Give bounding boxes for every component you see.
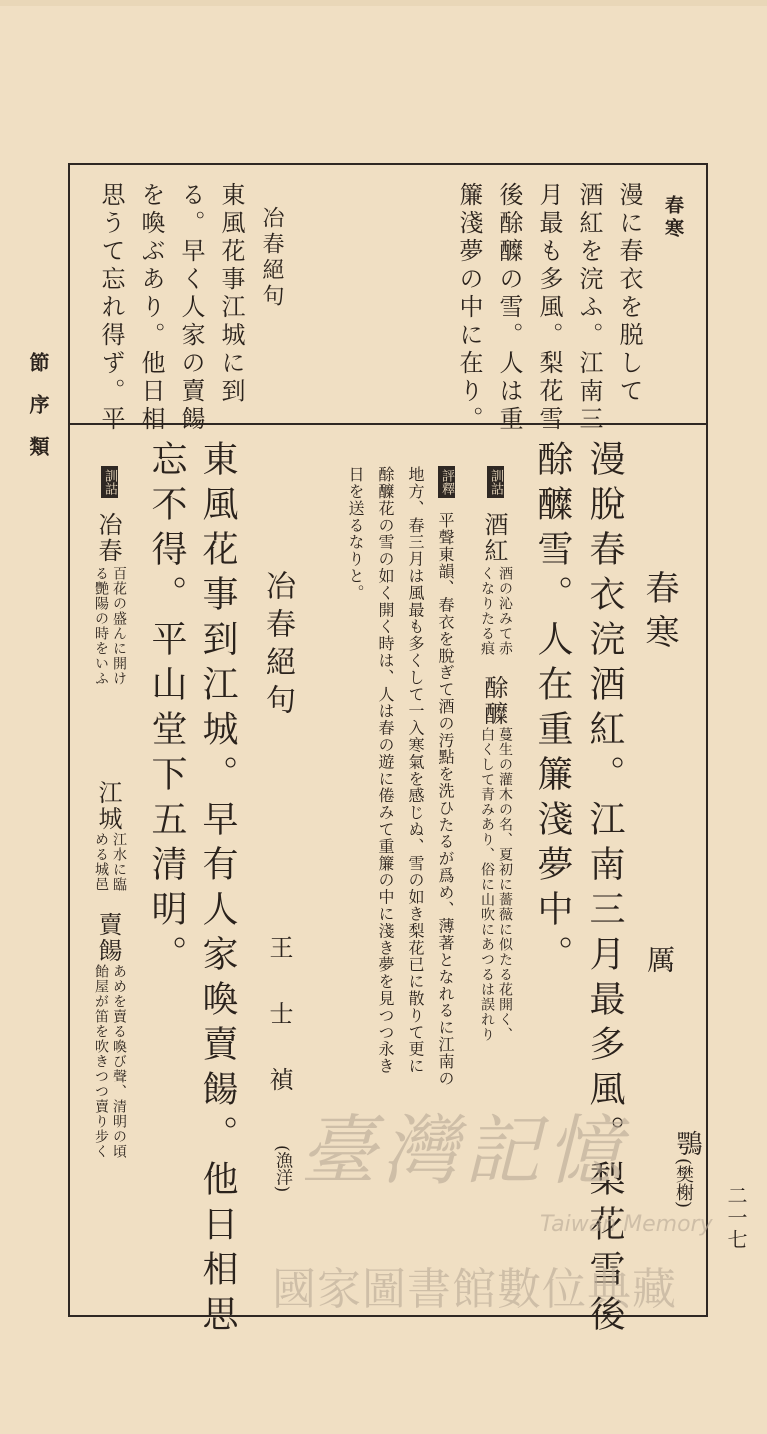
gloss-note: 江水に臨 (111, 832, 127, 892)
gloss-note: 白くして青みあり、俗に山吹にあつるは誤れり (479, 727, 495, 1042)
gloss-note: 飴屋が笛を吹きつつ賣り步く (93, 964, 109, 1159)
gloss-note: める城邑 (93, 832, 109, 892)
upper-poem-1-line: 月最も多風。梨花雪 (535, 182, 563, 434)
watermark-brand-en: Taiwan Memory (540, 1212, 713, 1237)
commentary-line: 地方、春三月は風最も多くして一入寒氣を感じぬ、雪の如き梨花已に散りて更に (406, 466, 425, 1075)
lower-author-1: 厲 (643, 945, 676, 973)
upper-poem-2-line: 思うて忘れ得ず。平 (97, 182, 125, 434)
commentary-line: 平聲東韻、春衣を脫ぎて酒の汚點を洗ひたるが爲め、薄著となれるに江南の (436, 512, 455, 1087)
gloss-note: る艷陽の時をいふ (93, 566, 109, 686)
gloss-note: 百花の盛んに開け (111, 566, 127, 686)
lower-author-1-note: (樊榭) (673, 1158, 694, 1209)
upper-title-1: 春寒 (662, 195, 684, 241)
upper-poem-2-line: を喚ぶあり。他日相 (137, 182, 165, 434)
gloss-term: 賣餳 (94, 912, 122, 964)
lower-author-2: 王士禎 (265, 935, 293, 1133)
upper-poem-1-line: 簾淺夢の中に在り。 (455, 182, 483, 434)
lower-title-2: 冶春絕句 (260, 570, 295, 722)
upper-poem-1-line: 漫に春衣を脱して (615, 182, 643, 406)
label-kungo-1: 訓詁 (487, 466, 504, 498)
lower-poem-2-line: 忘不得。平山堂下五清明。 (146, 440, 187, 980)
lower-author-2-note: (漁洋) (272, 1145, 292, 1193)
lower-title-1: 春寒 (639, 570, 679, 658)
watermark-agency: 國家圖書館數位典藏 (272, 1264, 677, 1315)
label-hyoshaku: 評釋 (438, 466, 455, 498)
running-head: 節序類 (26, 352, 50, 478)
lower-poem-2-line: 東風花事到江城。早有人家喚賣餳。他日相思 (197, 440, 238, 1340)
commentary-line: 酴醾花の雪の如く開く時は、人は春の遊に倦みて重簾の中に淺き夢を見つつ永き (376, 466, 395, 1075)
gloss-note: くなりたる痕 (479, 566, 495, 656)
label-kungo-2: 訓詁 (101, 466, 118, 498)
gloss-term: 冶春 (94, 512, 122, 564)
commentary-line: 日を送るなりと。 (346, 466, 365, 602)
gloss-term: 酴醾 (480, 675, 508, 727)
gloss-term: 酒紅 (480, 512, 508, 564)
upper-poem-1-line: 後酴醾の雪。人は重 (495, 182, 523, 434)
page-number: 二一七 (724, 1185, 748, 1251)
gloss-note: あめを賣る喚び聲、清明の頃 (111, 964, 127, 1159)
gloss-note: 蔓生の灌木の名、夏初に薔薇に似たる花開く、 (497, 727, 513, 1042)
upper-poem-1-line: 酒紅を浣ふ。江南三 (575, 182, 603, 434)
upper-poem-2-line: る。早く人家の賣餳 (177, 182, 205, 434)
lower-poem-1-line: 漫脫春衣浣酒紅。江南三月最多風。梨花雪後 (584, 440, 625, 1340)
gloss-note: 酒の沁みて赤 (497, 566, 513, 656)
gloss-term: 江城 (94, 780, 122, 832)
upper-poem-2-line: 東風花事江城に到 (217, 182, 245, 406)
watermark-brand: 臺灣記憶 (300, 1106, 628, 1195)
lower-poem-1-line: 酴醾雪。人在重簾淺夢中。 (532, 440, 573, 980)
upper-title-2: 冶春絕句 (259, 206, 284, 310)
page-edge (0, 0, 767, 6)
lower-author-1b: 鶚 (672, 1130, 702, 1156)
